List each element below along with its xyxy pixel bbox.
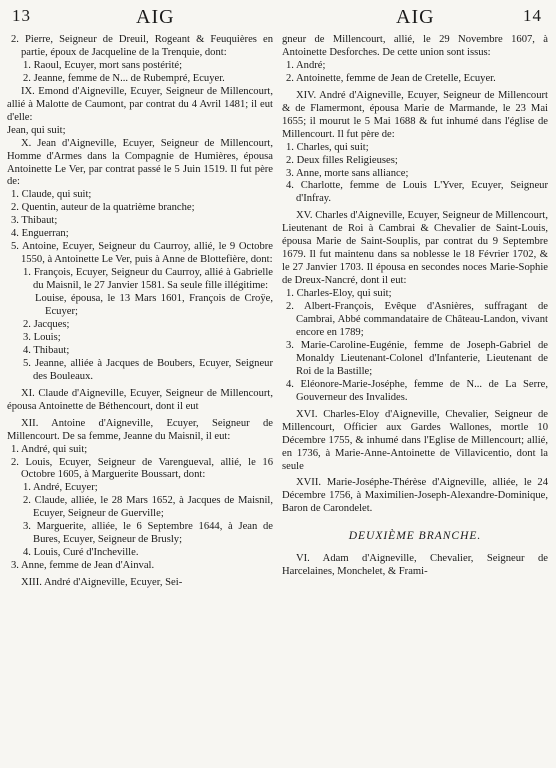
right-column: [282, 34, 548, 579]
genealogy-entry: 2. Jeanne, femme de N... de Rubempré, Ecuyer.: [23, 72, 225, 84]
genealogy-entry: 4. Enguerran;: [11, 228, 69, 240]
genealogy-paragraph: XV. Charles d'Aigneville, Ecuyer, Seigneur de Millencourt, Lieutenant de Roi à Cambrai & Chevalier de Saint-Louis, épousa Marie de Saint-Souplis, par contrat du 9 Septembre 1679. Il fut maintenu dans sa noblesse le 18 Février 1702, & le 27 Janvier 1703. Il épousa en secondes noces Marie-Sophie de Dreux-Nancré, dont il eut:: [282, 210, 548, 287]
genealogy-paragraph: XVII. Marie-Joséphe-Thérèse d'Aigneville, alliée, le 24 Décembre 1756, à Maximilien-Joseph-Alexandre-Dominique, Baron de Carondelet.: [282, 477, 548, 515]
genealogy-paragraph: XIII. André d'Aigneville, Ecuyer, Sei-: [21, 577, 183, 589]
genealogy-entry: 3. Marguerite, alliée, le 6 Septembre 1644, à Jean de Bures, Ecuyer, Seigneur de Brusly;: [23, 521, 273, 546]
page-header: [6, 6, 550, 32]
running-title-left: AIG: [136, 6, 175, 28]
genealogy-entry: 2. Deux filles Religieuses;: [286, 154, 398, 166]
genealogy-entry: 2. Jacques;: [23, 318, 70, 330]
genealogy-entry: 1. André, Ecuyer;: [23, 482, 98, 494]
genealogy-entry: 5. Antoine, Ecuyer, Seigneur du Caurroy, allié, le 9 Octobre 1550, à Antoinette Le Ver, puis à Anne de Blottefière, dont:: [11, 241, 273, 266]
genealogy-entry: 5. Jeanne, alliée à Jacques de Boubers, Ecuyer, Seigneur des Bouleaux.: [23, 357, 273, 382]
genealogy-entry: 3. Anne, morte sans alliance;: [286, 167, 409, 179]
genealogy-paragraph: XII. Antoine d'Aigneville, Ecuyer, Seigneur de Millencourt. De sa femme, Jeanne du Maisnil, il eut:: [7, 417, 273, 442]
genealogy-entry: 4. Charlotte, femme de Louis L'Yver, Ecuyer, Seigneur d'Infray.: [286, 180, 548, 205]
genealogy-paragraph: XIV. André d'Aigneville, Ecuyer, Seigneur de Millencourt & de Flamermont, épousa Marie de Marmande, le 23 Mai 1655; il mourut le 5 Mai 1688 & fut inhumé dans l'église de Millencourt. Il fut père de:: [282, 89, 548, 140]
genealogy-entry: 2. Claude, alliée, le 28 Mars 1652, à Jacques de Maisnil, Ecuyer, Seigneur de Guerville;: [23, 495, 273, 520]
genealogy-entry: 4. Louis, Curé d'Incheville.: [23, 547, 139, 559]
genealogy-paragraph: IX. Emond d'Aigneville, Ecuyer, Seigneur de Millencourt, allié à Malotte de Caumont, par contrat du 4 Avril 1481; il eut d'elle:: [7, 85, 273, 123]
section-heading: DEUXIÈME BRANCHE.: [348, 530, 482, 543]
genealogy-entry: 3. Marie-Caroline-Eugénie, femme de Joseph-Gabriel de Monaldy Lieutenant-Colonel d'Infanterie, Lieutenant de Roi de la Bastille;: [286, 339, 548, 377]
genealogy-entry: 1. François, Ecuyer, Seigneur du Caurroy, allié à Gabrielle du Maisnil, le 27 Janvier 1581. Sa seule fille illégitime:: [23, 267, 273, 292]
genealogy-entry: 1. Charles, qui suit;: [286, 141, 369, 153]
genealogy-paragraph: XVI. Charles-Eloy d'Aigneville, Chevalier, Seigneur de Millencourt, Officier aux Gardes Wallones, mortle 10 Décembre 1755, & inhumé dans l'Eglise de Millencourt; allié, en 1736, à Marie-Anne-Antoinette de Villavicentio, dont la seule: [282, 408, 548, 472]
genealogy-entry: 1. Charles-Eloy, qui suit;: [286, 288, 392, 300]
genealogy-entry: Jean, qui suit;: [7, 124, 66, 136]
page-number-left: 13: [12, 6, 31, 25]
genealogy-entry: 2. Quentin, auteur de la quatrième branche;: [11, 202, 195, 214]
genealogy-entry: Louise, épousa, le 13 Mars 1601, François de Croÿe, Ecuyer;: [35, 293, 273, 318]
genealogy-entry: gneur de Millencourt, allié, le 29 Novembre 1607, à Antoinette Desforches. De cette union sont issus:: [282, 34, 548, 58]
genealogy-paragraph: VI. Adam d'Aigneville, Chevalier, Seigneur de Harcelaines, Monchelet, & Frami-: [282, 553, 548, 578]
genealogy-paragraph: X. Jean d'Aigneville, Ecuyer, Seigneur de Millencourt, Homme d'Armes dans la Compagnie de Humières, épousa Antoinette Le Ver, par contrat passé le 5 Juin 1519. Il fut père de:: [7, 137, 273, 188]
genealogy-entry: 2. Pierre, Seigneur de Dreuil, Rogeant & Feuquières en partie, époux de Jacqueline de la Trenquie, dont:: [11, 34, 273, 58]
genealogy-entry: 1. André;: [286, 59, 326, 71]
genealogy-entry: 2. Antoinette, femme de Jean de Cretelle, Ecuyer.: [286, 72, 496, 84]
genealogy-entry: 3. Anne, femme de Jean d'Ainval.: [11, 560, 155, 572]
genealogy-entry: 1. Claude, qui suit;: [11, 189, 92, 201]
genealogy-entry: 4. Thibaut;: [23, 344, 70, 356]
genealogy-entry: 1. Raoul, Ecuyer, mort sans postérité;: [23, 59, 183, 71]
genealogy-entry: 2. Albert-François, Evêque d'Asnières, suffragant de Cambrai, Abbé commandataire de Château-Landon, vivant encore en 1789;: [286, 301, 548, 338]
genealogy-entry: 1. André, qui suit;: [11, 443, 88, 455]
left-column: [7, 34, 273, 590]
running-title-right: AIG: [396, 6, 435, 28]
page-number-right: 14: [523, 6, 542, 25]
genealogy-entry: 4. Eléonore-Marie-Joséphe, femme de N... de La Serre, Gouverneur des Invalides.: [286, 378, 548, 403]
genealogy-paragraph: XI. Claude d'Aigneville, Ecuyer, Seigneur de Millencourt, épousa Antoinette de Béthencourt, dont il eut: [7, 387, 273, 412]
genealogy-entry: 3. Louis;: [23, 331, 61, 343]
genealogy-entry: 2. Louis, Ecuyer, Seigneur de Varengueval, allié, le 16 Octobre 1605, à Marguerite Boussart, dont:: [11, 456, 273, 481]
genealogy-entry: 3. Thibaut;: [11, 215, 58, 227]
